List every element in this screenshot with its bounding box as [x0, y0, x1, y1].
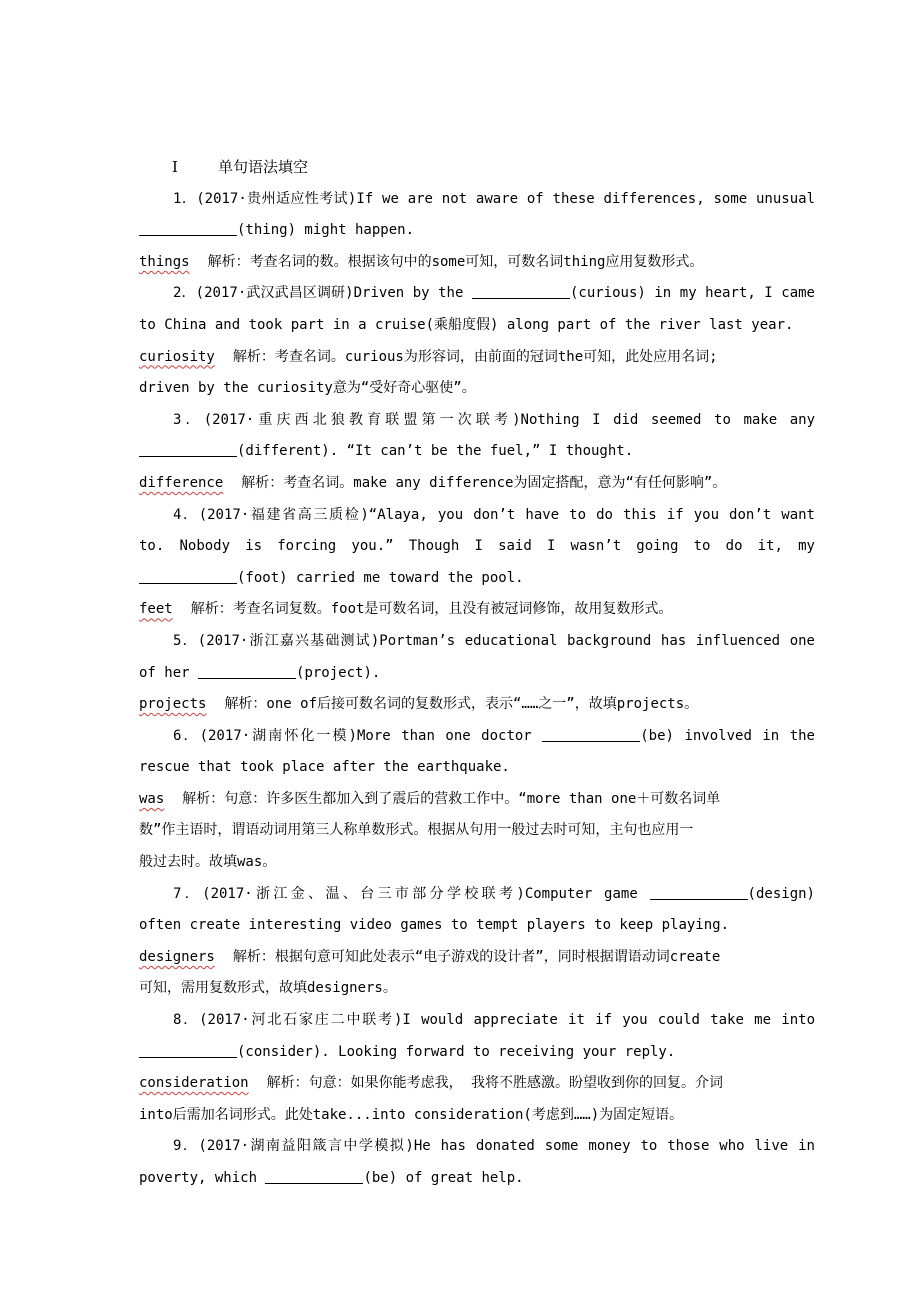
answer-text: things	[139, 253, 190, 270]
answer-blank[interactable]	[542, 727, 640, 742]
answer-text: consideration	[139, 1075, 249, 1092]
question-line	[139, 184, 815, 216]
question-item-9	[139, 1131, 815, 1194]
question-text: of her	[139, 664, 199, 681]
question-text: “Alaya, you don’t have to do this if you don’t want	[368, 506, 815, 523]
question-text: (be) involved in the	[640, 727, 815, 744]
question-text: rescue that took place after the earthquake.	[139, 759, 510, 776]
question-source: (2017·河北石家庄二中联考)	[199, 1012, 403, 1029]
answer-text: projects	[139, 696, 207, 713]
question-line	[139, 215, 815, 247]
question-line	[139, 310, 815, 342]
question-text: to. Nobody is forcing you.” Though I said I wasn’t going to do it, my	[139, 538, 815, 555]
answer-blank[interactable]	[650, 885, 748, 900]
answer-text: difference	[139, 474, 224, 491]
question-line	[139, 1005, 815, 1037]
explanation-line	[139, 373, 815, 405]
explanation-text: 解析：考查名词的数。根据该句中的some可知，可数名词thing应用复数形式。	[207, 253, 704, 270]
explanation-text: into后需加名词形式。此处take...into consideration(考虑到……)为固定短语。	[139, 1106, 684, 1123]
explanation-text: 解析：考查名词。make any difference为固定搭配，意为“有任何影响”。	[241, 474, 727, 491]
answer-line	[139, 247, 815, 279]
explanation-line	[139, 815, 815, 847]
answer-blank[interactable]	[265, 1169, 363, 1184]
question-text: poverty, which	[139, 1170, 266, 1186]
answer-line	[139, 1068, 815, 1100]
question-line	[139, 879, 815, 911]
explanation-line	[139, 847, 815, 879]
explanation-text: 解析：考查名词复数。foot是可数名词，且没有被冠词修饰，故用复数形式。	[190, 601, 673, 618]
answer-line	[139, 594, 815, 626]
question-line	[139, 1037, 815, 1069]
question-text: (curious) in my heart, I came	[569, 285, 815, 302]
question-item-4	[139, 500, 815, 626]
question-source: (2017·重庆西北狼教育联盟第一次联考)	[203, 411, 521, 428]
question-line	[139, 405, 815, 437]
question-source: (2017·湖南怀化一模)	[199, 727, 357, 744]
explanation-text: 数”作主语时，谓语动词用第三人称单数形式。根据从句用一般过去时可知，主句也应用一	[139, 822, 694, 839]
question-text: He has donated some money to those who live in	[413, 1138, 815, 1155]
question-text: If we are not aware of these differences, some unusual	[356, 190, 815, 207]
answer-line	[139, 942, 815, 974]
answer-blank[interactable]	[139, 221, 237, 236]
answer-text: curiosity	[139, 348, 215, 365]
question-text: More than one doctor	[356, 727, 543, 744]
question-line	[139, 721, 815, 753]
question-item-1	[139, 184, 815, 279]
answer-blank[interactable]	[139, 569, 237, 584]
explanation-text: 解析：one of后接可数名词的复数形式，表示“……之一”，故填projects。	[224, 696, 699, 713]
question-item-5	[139, 626, 815, 721]
question-line	[139, 563, 815, 595]
question-text: (project).	[296, 664, 381, 681]
question-line	[139, 531, 815, 563]
question-source: (2017·贵州适应性考试)	[196, 190, 357, 207]
question-item-6	[139, 721, 815, 879]
question-line	[139, 910, 815, 942]
answer-blank[interactable]	[139, 1043, 237, 1058]
question-number: 6．	[173, 727, 200, 744]
question-text: (foot) carried me toward the pool.	[237, 569, 524, 586]
question-line	[139, 658, 815, 690]
question-line	[139, 1163, 815, 1195]
explanation-line	[139, 973, 815, 1005]
question-source: (2017·浙江嘉兴基础测试)	[197, 632, 380, 649]
question-text: (consider). Looking forward to receiving your reply.	[237, 1043, 676, 1060]
question-number: 5．	[173, 632, 198, 649]
question-text: Nothing I did seemed to make any	[520, 411, 815, 428]
explanation-text: 可知，需用复数形式，故填designers。	[139, 980, 397, 997]
explanation-line	[139, 1100, 815, 1132]
question-number: 1．	[173, 190, 197, 207]
answer-text: designers	[139, 948, 215, 965]
question-source: (2017·武汉武昌区调研)	[195, 285, 354, 302]
question-line	[139, 1131, 815, 1163]
question-text: to China and took part in a cruise(乘船度假) along part of the river last year.	[139, 316, 794, 333]
answer-text: feet	[139, 601, 173, 618]
answer-blank[interactable]	[139, 442, 237, 457]
question-number: 7．	[173, 885, 203, 902]
answer-line	[139, 342, 815, 374]
explanation-text: 解析：根据句意可知此处表示“电子游戏的设计者”，同时根据谓语动词create	[232, 948, 721, 965]
question-item-2	[139, 278, 815, 404]
question-number: 9．	[173, 1138, 199, 1155]
question-line	[139, 436, 815, 468]
section-heading	[172, 152, 815, 184]
question-text: (be) of great help.	[363, 1170, 524, 1186]
answer-line	[139, 689, 815, 721]
question-number: 2．	[173, 285, 196, 302]
question-source: (2017·湖南益阳箴言中学模拟)	[198, 1138, 414, 1155]
question-text: (different). “It can’t be the fuel,” I thought.	[237, 443, 634, 460]
worksheet-page	[139, 152, 815, 1195]
question-number: 8．	[173, 1012, 200, 1029]
question-text: Portman’s educational background has influenced one	[379, 632, 815, 649]
question-item-7	[139, 879, 815, 1005]
question-text: (thing) might happen.	[237, 222, 415, 239]
question-text: often create interesting video games to tempt players to keep playing.	[139, 917, 730, 934]
answer-blank[interactable]	[198, 664, 296, 679]
question-line	[139, 752, 815, 784]
explanation-text: 解析：句意：如果你能考虑我， 我将不胜感激。盼望收到你的回复。介词	[266, 1075, 724, 1092]
answer-line	[139, 784, 815, 816]
answer-text: was	[139, 790, 165, 807]
question-source: (2017·福建省高三质检)	[198, 506, 369, 523]
explanation-text: 解析：考查名词。curious为形容词，由前面的冠词the可知，此处应用名词;	[232, 348, 718, 365]
explanation-text: 般过去时。故填was。	[139, 854, 277, 871]
question-text: (design)	[747, 885, 815, 902]
question-number: 3．	[173, 411, 204, 428]
question-number: 4．	[173, 506, 199, 523]
question-line	[139, 626, 815, 658]
question-item-8	[139, 1005, 815, 1131]
explanation-text: 解析：句意：许多医生都加入到了震后的营救工作中。“more than one＋可数名词单	[182, 790, 721, 807]
question-text: Driven by the	[353, 285, 472, 302]
section-title: 单句语法填空	[218, 158, 309, 176]
question-source: (2017·浙江金、温、台三市部分学校联考)	[202, 885, 525, 902]
question-item-3	[139, 405, 815, 500]
question-line	[139, 500, 815, 532]
answer-line	[139, 468, 815, 500]
section-numeral: Ⅰ	[172, 158, 178, 176]
answer-blank[interactable]	[472, 284, 570, 299]
question-line	[139, 278, 815, 310]
question-text: I would appreciate it if you could take me into	[402, 1012, 815, 1029]
question-text: Computer game	[524, 885, 650, 902]
explanation-text: driven by the curiosity意为“受好奇心驱使”。	[139, 380, 476, 397]
